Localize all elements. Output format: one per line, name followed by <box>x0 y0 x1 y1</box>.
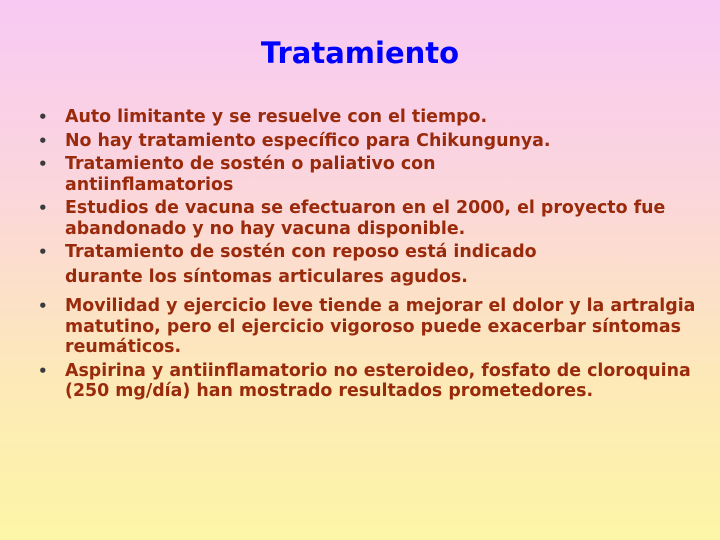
bullet-text: Aspirina y antiinflamatorio no esteroideo, fosfato de cloroquina (250 mg/día) han mostrado resultados prometedores. <box>65 360 691 401</box>
slide-title: Tratamiento <box>260 36 460 70</box>
bullet-icon: • <box>38 108 48 126</box>
bullet-icon: • <box>38 297 48 315</box>
bullet-text: Estudios de vacuna se efectuaron en el 2000, el proyecto fue abandonado y no hay vacuna disponible. <box>65 198 666 239</box>
bullet-item <box>36 242 696 287</box>
bullet-icon: • <box>38 155 48 173</box>
bullet-item <box>36 154 535 195</box>
bullet-icon: • <box>38 361 48 380</box>
bullet-list <box>36 107 696 405</box>
bullet-text: Movilidad y ejercicio leve tiende a mejorar el dolor y la artralgia matutino, pero el ejercicio vigoroso puede exacerbar síntomas reumáticos. <box>65 296 696 357</box>
bullet-text: Tratamiento de sostén o paliativo con antiinflamatorios <box>65 154 436 195</box>
bullet-item <box>36 361 696 402</box>
bullet-text: Auto limitante y se resuelve con el tiempo. <box>65 107 488 127</box>
bullet-text: Tratamiento de sostén con reposo está indicado <box>65 242 537 262</box>
bullet-text: No hay tratamiento específico para Chikungunya. <box>65 130 551 151</box>
bullet-item <box>36 107 696 128</box>
bullet-item <box>36 296 696 358</box>
bullet-icon: • <box>38 199 48 217</box>
bullet-icon: • <box>38 131 48 150</box>
bullet-text-continuation: durante los síntomas articulares agudos. <box>65 266 468 287</box>
bullet-item <box>36 198 696 239</box>
bullet-item <box>36 131 696 152</box>
bullet-icon: • <box>38 243 48 261</box>
